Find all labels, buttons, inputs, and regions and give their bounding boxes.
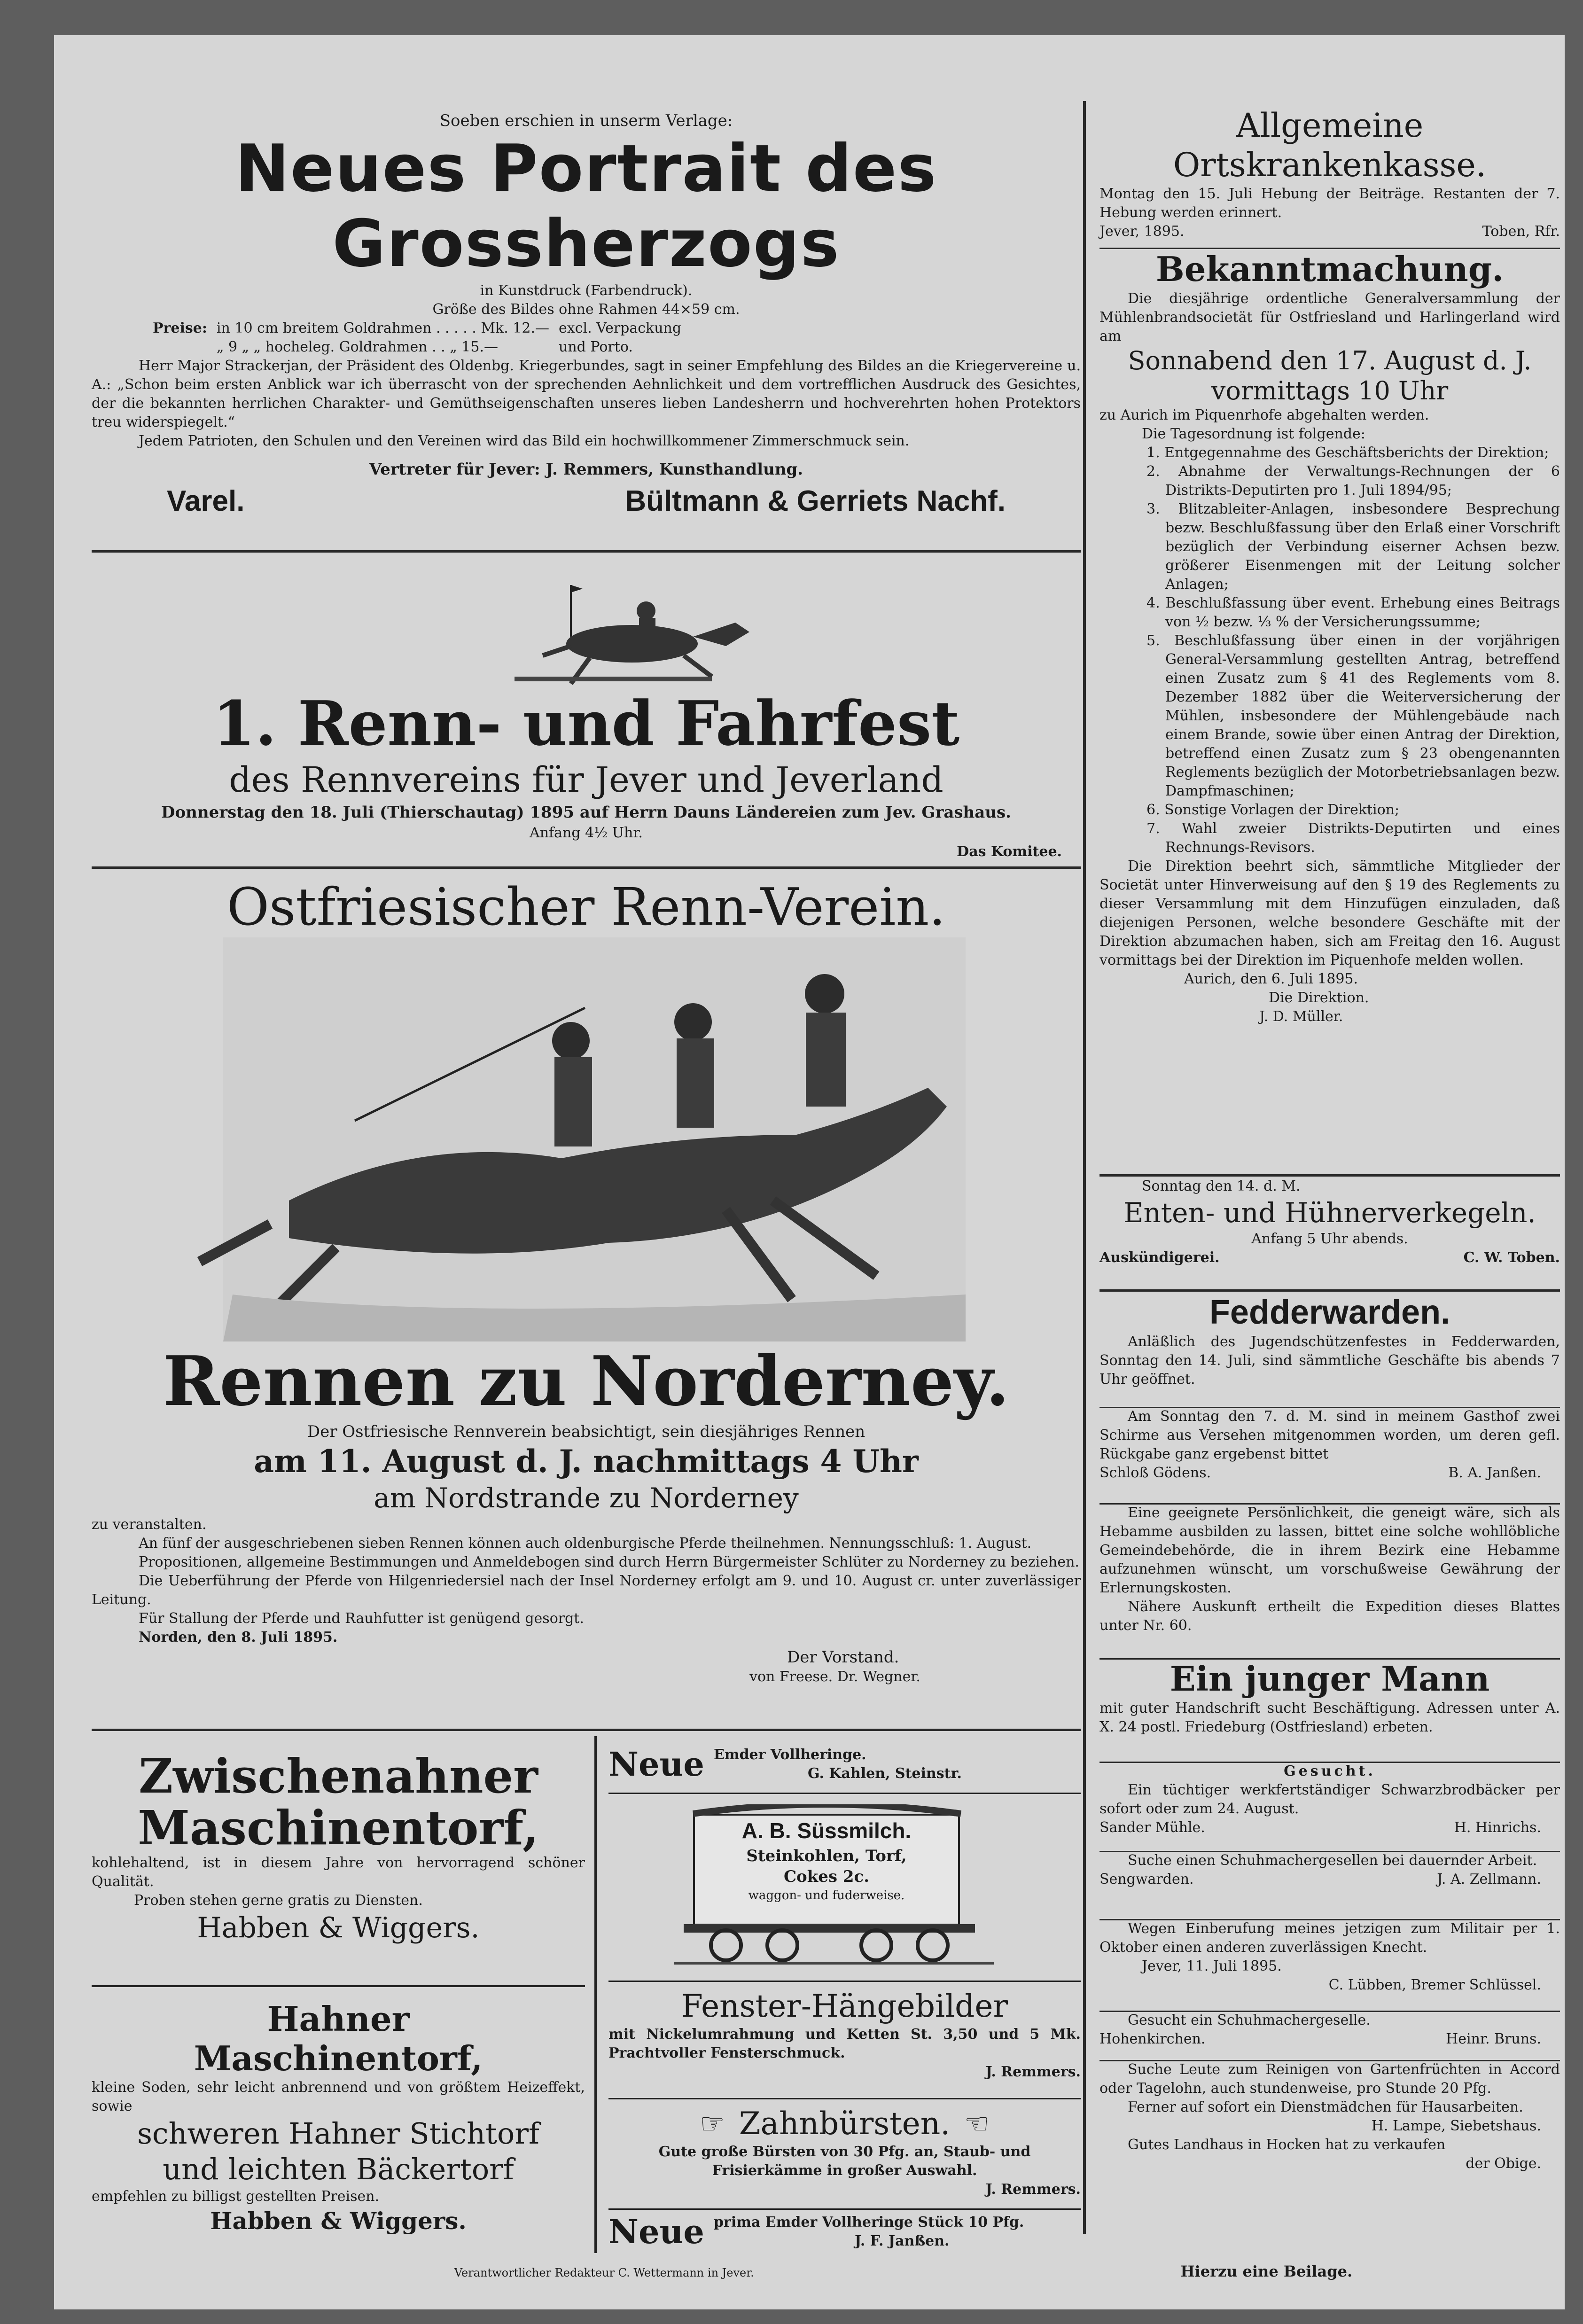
portrait-agent: Vertreter für Jever: J. Remmers, Kunsthandlung.: [369, 460, 803, 479]
schuhmacher-ad-2: [1100, 2011, 1560, 2049]
hebamme-ad: [1100, 1504, 1560, 1635]
norderney-board: Der Vorstand.: [787, 1648, 899, 1667]
portrait-size: Größe des Bildes ohne Rahmen 44×59 cm.: [432, 301, 740, 318]
heringe2-name: J. F. Janßen.: [854, 2233, 950, 2249]
rule: [1100, 1289, 1560, 1292]
agenda-item: 5. Beschlußfassung über einen in der vorjährigen General-Versammlung gestellten Antrag, betreffend einen Zusatz zum § 41 des Reglements vom 8. Dezember 1882 über die Weiterversicherung der Mühlen, insbesondere der Mühlengebäude nach einem Brande, sowie über einen Antrag der Direktion, betreffend einen Zusatz zum § 23 obengenannten Reglements bezüglich der Motorbetriebsanlagen bezw. Dampfmaschinen;: [1146, 632, 1560, 799]
gesucht-place: Sander Mühle.: [1100, 1819, 1205, 1836]
pointing-hand-left-icon: ☞: [699, 2107, 725, 2140]
bottom-left-ads: [92, 1736, 1081, 2258]
zahn-title: Zahnbürsten.: [739, 2106, 951, 2142]
agenda-item: 6. Sonstige Vorlagen der Direktion;: [1146, 802, 1400, 818]
price-label: Preise:: [153, 320, 207, 336]
rule: [1100, 1174, 1560, 1177]
knecht-date: Jever, 11. Juli 1895.: [1142, 1958, 1282, 1974]
gesucht-title: Gesucht.: [1284, 1763, 1376, 1779]
wagon-line-1: Steinkohlen, Torf,: [746, 1847, 907, 1865]
newspaper-page: [54, 35, 1565, 2309]
schirme-ad: [1100, 1407, 1560, 1482]
knecht-name: C. Lübben, Bremer Schlüssel.: [1328, 1977, 1541, 1993]
agenda-item: 4. Beschlußfassung über event. Erhebung eines Beitrags von ½ bezw. ⅓ % der Versicherungssumme;: [1146, 595, 1560, 630]
rennfest-subtitle: des Rennvereins für Jever und Jeverland: [229, 760, 944, 800]
heringe-ad-1: [608, 1746, 1081, 1783]
bekanntmachung-ad: [1100, 249, 1560, 1026]
landhaus-name: der Obige.: [1466, 2155, 1541, 2172]
portrait-publisher: Bültmann & Gerriets Nachf.: [625, 485, 1006, 517]
heringe1-text: Emder Vollheringe.: [713, 1747, 866, 1763]
schirme-text: Am Sonntag den 7. d. M. sind in meinem Gasthof zwei Schirme aus Versehen mitgenommen worden, um deren gefl. Rückgabe ganz ergebenst bittet: [1100, 1408, 1560, 1462]
fedder-text: Anläßlich des Jugendschützenfestes in Fedderwarden, Sonntag den 14. Juli, sind sämmtliche Geschäfte bis abends 7 Uhr geöffnet.: [1100, 1334, 1560, 1388]
bekannt-agenda-intro: Die Tagesordnung ist folgende:: [1142, 426, 1365, 442]
fenster-ad: [608, 1988, 1081, 2082]
wagon-line-2: Cokes 2c.: [783, 1867, 870, 1886]
krankenkasse-ad: [1100, 106, 1560, 256]
torf2-text: kleine Soden, sehr leicht anbrennend und von größtem Heizeffekt, sowie: [92, 2079, 585, 2114]
knecht-ad: [1100, 1919, 1560, 1995]
bekannt-date-2: vormittags 10 Uhr: [1211, 376, 1449, 406]
zahn-text: Gute große Bürsten von 30 Pfg. an, Staub- und Frisierkämme in großer Auswahl.: [658, 2144, 1031, 2179]
rule: [92, 550, 1081, 553]
norderney-names: von Freese. Dr. Wegner.: [749, 1669, 920, 1685]
bekannt-board: Die Direktion.: [1269, 990, 1369, 1006]
schuhmacher2-place: Hohenkirchen.: [1100, 2031, 1206, 2047]
norderney-text-4: Die Ueberführung der Pferde von Hilgenriedersiel nach der Insel Norderney erfolgt am 9. und 10. August cr. unter zuverlässiger Leitung.: [92, 1573, 1081, 1608]
schuhmacher1-place: Sengwarden.: [1100, 1871, 1194, 1887]
bekannt-place-date: Aurich, den 6. Juli 1895.: [1184, 971, 1358, 987]
horse-race-illustration: [92, 937, 1081, 1341]
norderney-place: am Nordstrande zu Norderney: [374, 1482, 799, 1514]
agenda-item: 2. Abnahme der Verwaltungs-Rechnungen der 6 Distrikts-Deputirten pro 1. Juli 1894/95;: [1146, 463, 1560, 499]
landhaus-text: Gutes Landhaus in Hocken hat zu verkaufen: [1128, 2137, 1446, 2153]
rule: [608, 1793, 1081, 1794]
torf1-text-2: Proben stehen gerne gratis zu Diensten.: [134, 1892, 423, 1909]
bekannt-date-1: Sonnabend den 17. August d. J.: [1128, 346, 1532, 375]
norderney-ad: [92, 876, 1081, 1686]
price-line-1: in 10 cm breitem Goldrahmen . . . . . Mk. 12.—: [216, 320, 550, 336]
torf2-text-2: empfehlen zu billigst gestellten Preisen.: [92, 2188, 380, 2205]
footer-editor: Verantwortlicher Redakteur C. Wettermann in Jever.: [454, 2266, 754, 2279]
rennfest-title: 1. Renn- und Fahrfest: [212, 687, 960, 759]
norderney-text-1: zu veranstalten.: [92, 1516, 207, 1533]
bekannt-text: Die Direktion beehrt sich, sämmtliche Mitglieder der Societät unter Hinverweisung auf den § 19 des Reglements zu dieser Versammlung mit dem Hinzufügen einzuladen, daß diejenigen Personen, welche besondere Geschäfte mit der Direktion abzumachen haben, sich am Freitag den 16. August vormittags bei der Direktion im Piquenhofe melden wollen.: [1100, 858, 1560, 968]
footer: [54, 2262, 1565, 2280]
leute-text: Suche Leute zum Reinigen von Gartenfrüchten in Accord oder Tagelohn, auch stundenweise, pro Stunde 20 Pfg.: [1100, 2061, 1560, 2097]
price-note-2: und Porto.: [559, 339, 633, 355]
wagon-name: A. B. Süssmilch.: [741, 1818, 912, 1843]
schirme-name: B. A. Janßen.: [1448, 1465, 1541, 1481]
heringe2-text: prima Emder Vollheringe Stück 10 Pfg.: [713, 2214, 1024, 2230]
zahnbuersten-ad: [608, 2105, 1081, 2199]
norderney-date: am 11. August d. J. nachmittags 4 Uhr: [254, 1443, 919, 1480]
small-racehorse-illustration: [92, 576, 1081, 688]
kasse-name: Toben, Rfr.: [1482, 223, 1560, 240]
heringe2-neue: Neue: [608, 2212, 704, 2251]
rennfest-start: Anfang 4½ Uhr.: [530, 825, 643, 841]
torf2-title-3: schweren Hahner Stichtorf: [137, 2116, 539, 2151]
wagon-wheels: [674, 1804, 1027, 1973]
torf1-title-1: Zwischenahner: [139, 1748, 538, 1804]
fenster-title: Fenster-Hängebilder: [681, 1988, 1008, 2024]
schuhmacher-ad-1: [1100, 1851, 1560, 1889]
kegeln-date: Sonntag den 14. d. M.: [1142, 1178, 1301, 1194]
fedder-ad: [1100, 1292, 1560, 1389]
mann-ad: [1100, 1659, 1560, 1737]
agenda-item: 1. Entgegennahme des Geschäftsberichts der Direktion;: [1146, 445, 1549, 461]
norderney-title: Rennen zu Norderney.: [163, 1341, 1010, 1421]
kegeln-label: Auskündigerei.: [1100, 1249, 1220, 1266]
leute-ad: [1100, 2060, 1560, 2173]
rennfest-ad: [92, 576, 1081, 861]
portrait-subtitle: in Kunstdruck (Farbendruck).: [480, 282, 693, 299]
kegeln-title: Enten- und Hühnerverkegeln.: [1123, 1197, 1536, 1229]
hebamme-text-2: Nähere Auskunft ertheilt die Expedition dieses Blattes unter Nr. 60.: [1100, 1599, 1560, 1634]
portrait-text-2: Jedem Patrioten, den Schulen und den Vereinen wird das Bild ein hochwillkommener Zimmerschmuck sein.: [139, 433, 910, 449]
portrait-city: Varel.: [167, 485, 245, 517]
heringe-ad-2: [608, 2213, 1081, 2251]
kegeln-name: C. W. Toben.: [1463, 1249, 1560, 1266]
leute-text-2: Ferner auf sofort ein Dienstmädchen für Hausarbeiten.: [1128, 2099, 1523, 2115]
heringe1-name: G. Kahlen, Steinstr.: [807, 1765, 962, 1782]
schuhmacher1-name: J. A. Zellmann.: [1437, 1871, 1541, 1887]
wagon-line-3: waggon- und fuderweise.: [748, 1888, 905, 1903]
footer-beilage: Hierzu eine Beilage.: [1180, 2262, 1353, 2280]
rule: [608, 2098, 1081, 2099]
rule: [92, 866, 1081, 869]
agenda-list: [1100, 444, 1560, 857]
mann-title: Ein junger Mann: [1170, 1659, 1490, 1699]
zahn-name: J. Remmers.: [985, 2181, 1081, 2198]
heringe1-neue: Neue: [608, 1745, 704, 1784]
torf1-firm: Habben & Wiggers.: [197, 1911, 480, 1944]
fenster-text: mit Nickelumrahmung und Ketten St. 3,50 und 5 Mk. Prachtvoller Fensterschmuck.: [608, 2026, 1081, 2061]
portrait-prices: [92, 319, 1081, 357]
column-divider: [1083, 101, 1086, 2234]
norderney-intro: Der Ostfriesische Rennverein beabsichtigt, sein diesjähriges Rennen: [307, 1422, 866, 1441]
gesucht-text: Ein tüchtiger werkfertständiger Schwarzbrodbäcker per sofort oder zum 24. August.: [1100, 1782, 1560, 1817]
leute-name: H. Lampe, Siebetshaus.: [1371, 2118, 1541, 2134]
price-line-2: „ 9 „ „ hocheleg. Goldrahmen . . „ 15.—: [216, 339, 499, 355]
norderney-text-5: Für Stallung der Pferde und Rauhfutter ist genügend gesorgt.: [139, 1610, 584, 1627]
bekannt-place: zu Aurich im Piquenrhofe abgehalten werden.: [1100, 407, 1429, 423]
portrait-intro: Soeben erschien in unserm Verlage:: [439, 111, 733, 130]
pointing-hand-right-icon: ☞: [964, 2107, 990, 2140]
kasse-place: Jever, 1895.: [1100, 223, 1185, 240]
portrait-ad: [92, 110, 1081, 520]
mann-text: mit guter Handschrift sucht Beschäftigung. Adressen unter A. X. 24 postl. Friedeburg (Ostfriesland) erbeten.: [1100, 1700, 1560, 1735]
torf2-title-2: Maschinentorf,: [194, 2038, 483, 2078]
fenster-name: J. Remmers.: [985, 2064, 1081, 2080]
hebamme-text: Eine geeignete Persönlichkeit, die geneigt wäre, sich als Hebamme ausbilden zu lassen, bittet eine solche wohllöbliche Gemeindebehörde, die in ihrem Bezirk eine Hebamme aufzunehmen wünscht, um vorschußweise Gewährung der Erlernungskosten.: [1100, 1505, 1560, 1596]
torf-ad-1: [92, 1750, 585, 1946]
rule: [92, 1729, 1081, 1731]
kegeln-ad: [1100, 1177, 1560, 1267]
torf2-title-1: Hahner: [267, 1999, 410, 2039]
torf1-text: kohlehaltend, ist in diesem Jahre von hervorragend schöner Qualität.: [92, 1855, 585, 1890]
bekannt-intro: Die diesjährige ordentliche Generalversammlung der Mühlenbrandsocietät für Ostfriesland und Harlingerland wird am: [1100, 290, 1560, 344]
schuhmacher2-text: Gesucht ein Schuhmachergeselle.: [1128, 2012, 1371, 2028]
rule: [608, 2208, 1081, 2210]
schuhmacher2-name: Heinr. Bruns.: [1446, 2031, 1541, 2047]
torf-ad-2: [92, 1999, 585, 2236]
kasse-text: Montag den 15. Juli Hebung der Beiträge. Restanten der 7. Hebung werden erinnert.: [1100, 186, 1560, 221]
coal-wagon-ad: [674, 1804, 1027, 1973]
gesucht-ad: [1100, 1762, 1560, 1837]
schirme-place: Schloß Gödens.: [1100, 1465, 1211, 1481]
agenda-item: 7. Wahl zweier Distrikts-Deputirten und eines Rechnungs-Revisors.: [1146, 820, 1560, 856]
bekannt-title: Bekanntmachung.: [1155, 249, 1504, 289]
schuhmacher1-text: Suche einen Schuhmachergesellen bei dauernder Arbeit.: [1128, 1852, 1537, 1869]
rule: [608, 1981, 1081, 1982]
fedder-title: Fedderwarden.: [1209, 1294, 1450, 1331]
knecht-text: Wegen Einberufung meines jetzigen zum Militair per 1. Oktober einen anderen zuverlässigen Knecht.: [1100, 1920, 1560, 1956]
rennfest-date: Donnerstag den 18. Juli (Thierschautag) 1895 auf Herrn Dauns Ländereien zum Jev. Grashaus.: [161, 803, 1011, 822]
norderney-text-3: Propositionen, allgemeine Bestimmungen und Anmeldebogen sind durch Herrn Bürgermeister Schlüter zu Norderney zu beziehen.: [139, 1554, 1079, 1570]
portrait-title: Neues Portrait des Grossherzogs: [235, 131, 937, 281]
torf2-title-4: und leichten Bäckertorf: [163, 2152, 514, 2186]
portrait-text-1: Herr Major Strackerjan, der Präsident des Oldenbg. Kriegerbundes, sagt in seiner Empfehlung des Bildes an die Kriegervereine u. A.: „Schon beim ersten Anblick war ich überrascht von der sprechenden Aehnlichkeit und dem vortrefflichen Ausdruck des Gesichtes, der die bekannten herrlichen Charakter- und Gemüthseigenschaften unseres lieben Landesherrn und hochverehrten hohen Protektors treu widerspiegelt.“: [92, 358, 1081, 430]
sub-divider: [594, 1736, 597, 2253]
price-note-1: excl. Verpackung: [559, 320, 682, 336]
kasse-title: Allgemeine Ortskrankenkasse.: [1173, 106, 1487, 184]
norderney-place-date: Norden, den 8. Juli 1895.: [139, 1629, 338, 1646]
rennfest-signed: Das Komitee.: [957, 843, 1062, 860]
bekannt-name: J. D. Müller.: [1259, 1008, 1343, 1025]
torf2-firm: Habben & Wiggers.: [210, 2207, 467, 2235]
rule: [92, 1985, 585, 1987]
torf1-title-2: Maschinentorf,: [138, 1800, 539, 1856]
agenda-item: 3. Blitzableiter-Anlagen, insbesondere Besprechung bezw. Beschlußfassung über den Erlaß einer Vorschrift bezüglich der Verbindung eiserner Achsen bezw. größerer Eisenmengen mit der Leitung solcher Anlagen;: [1146, 501, 1560, 593]
gesucht-name: H. Hinrichs.: [1454, 1819, 1541, 1836]
norderney-text-2: An fünf der ausgeschriebenen sieben Rennen können auch oldenburgische Pferde theilnehmen. Nennungsschluß: 1. August.: [139, 1535, 1032, 1552]
kegeln-start: Anfang 5 Uhr abends.: [1251, 1231, 1408, 1247]
rennverein-title: Ostfriesischer Renn-Verein.: [226, 877, 946, 937]
